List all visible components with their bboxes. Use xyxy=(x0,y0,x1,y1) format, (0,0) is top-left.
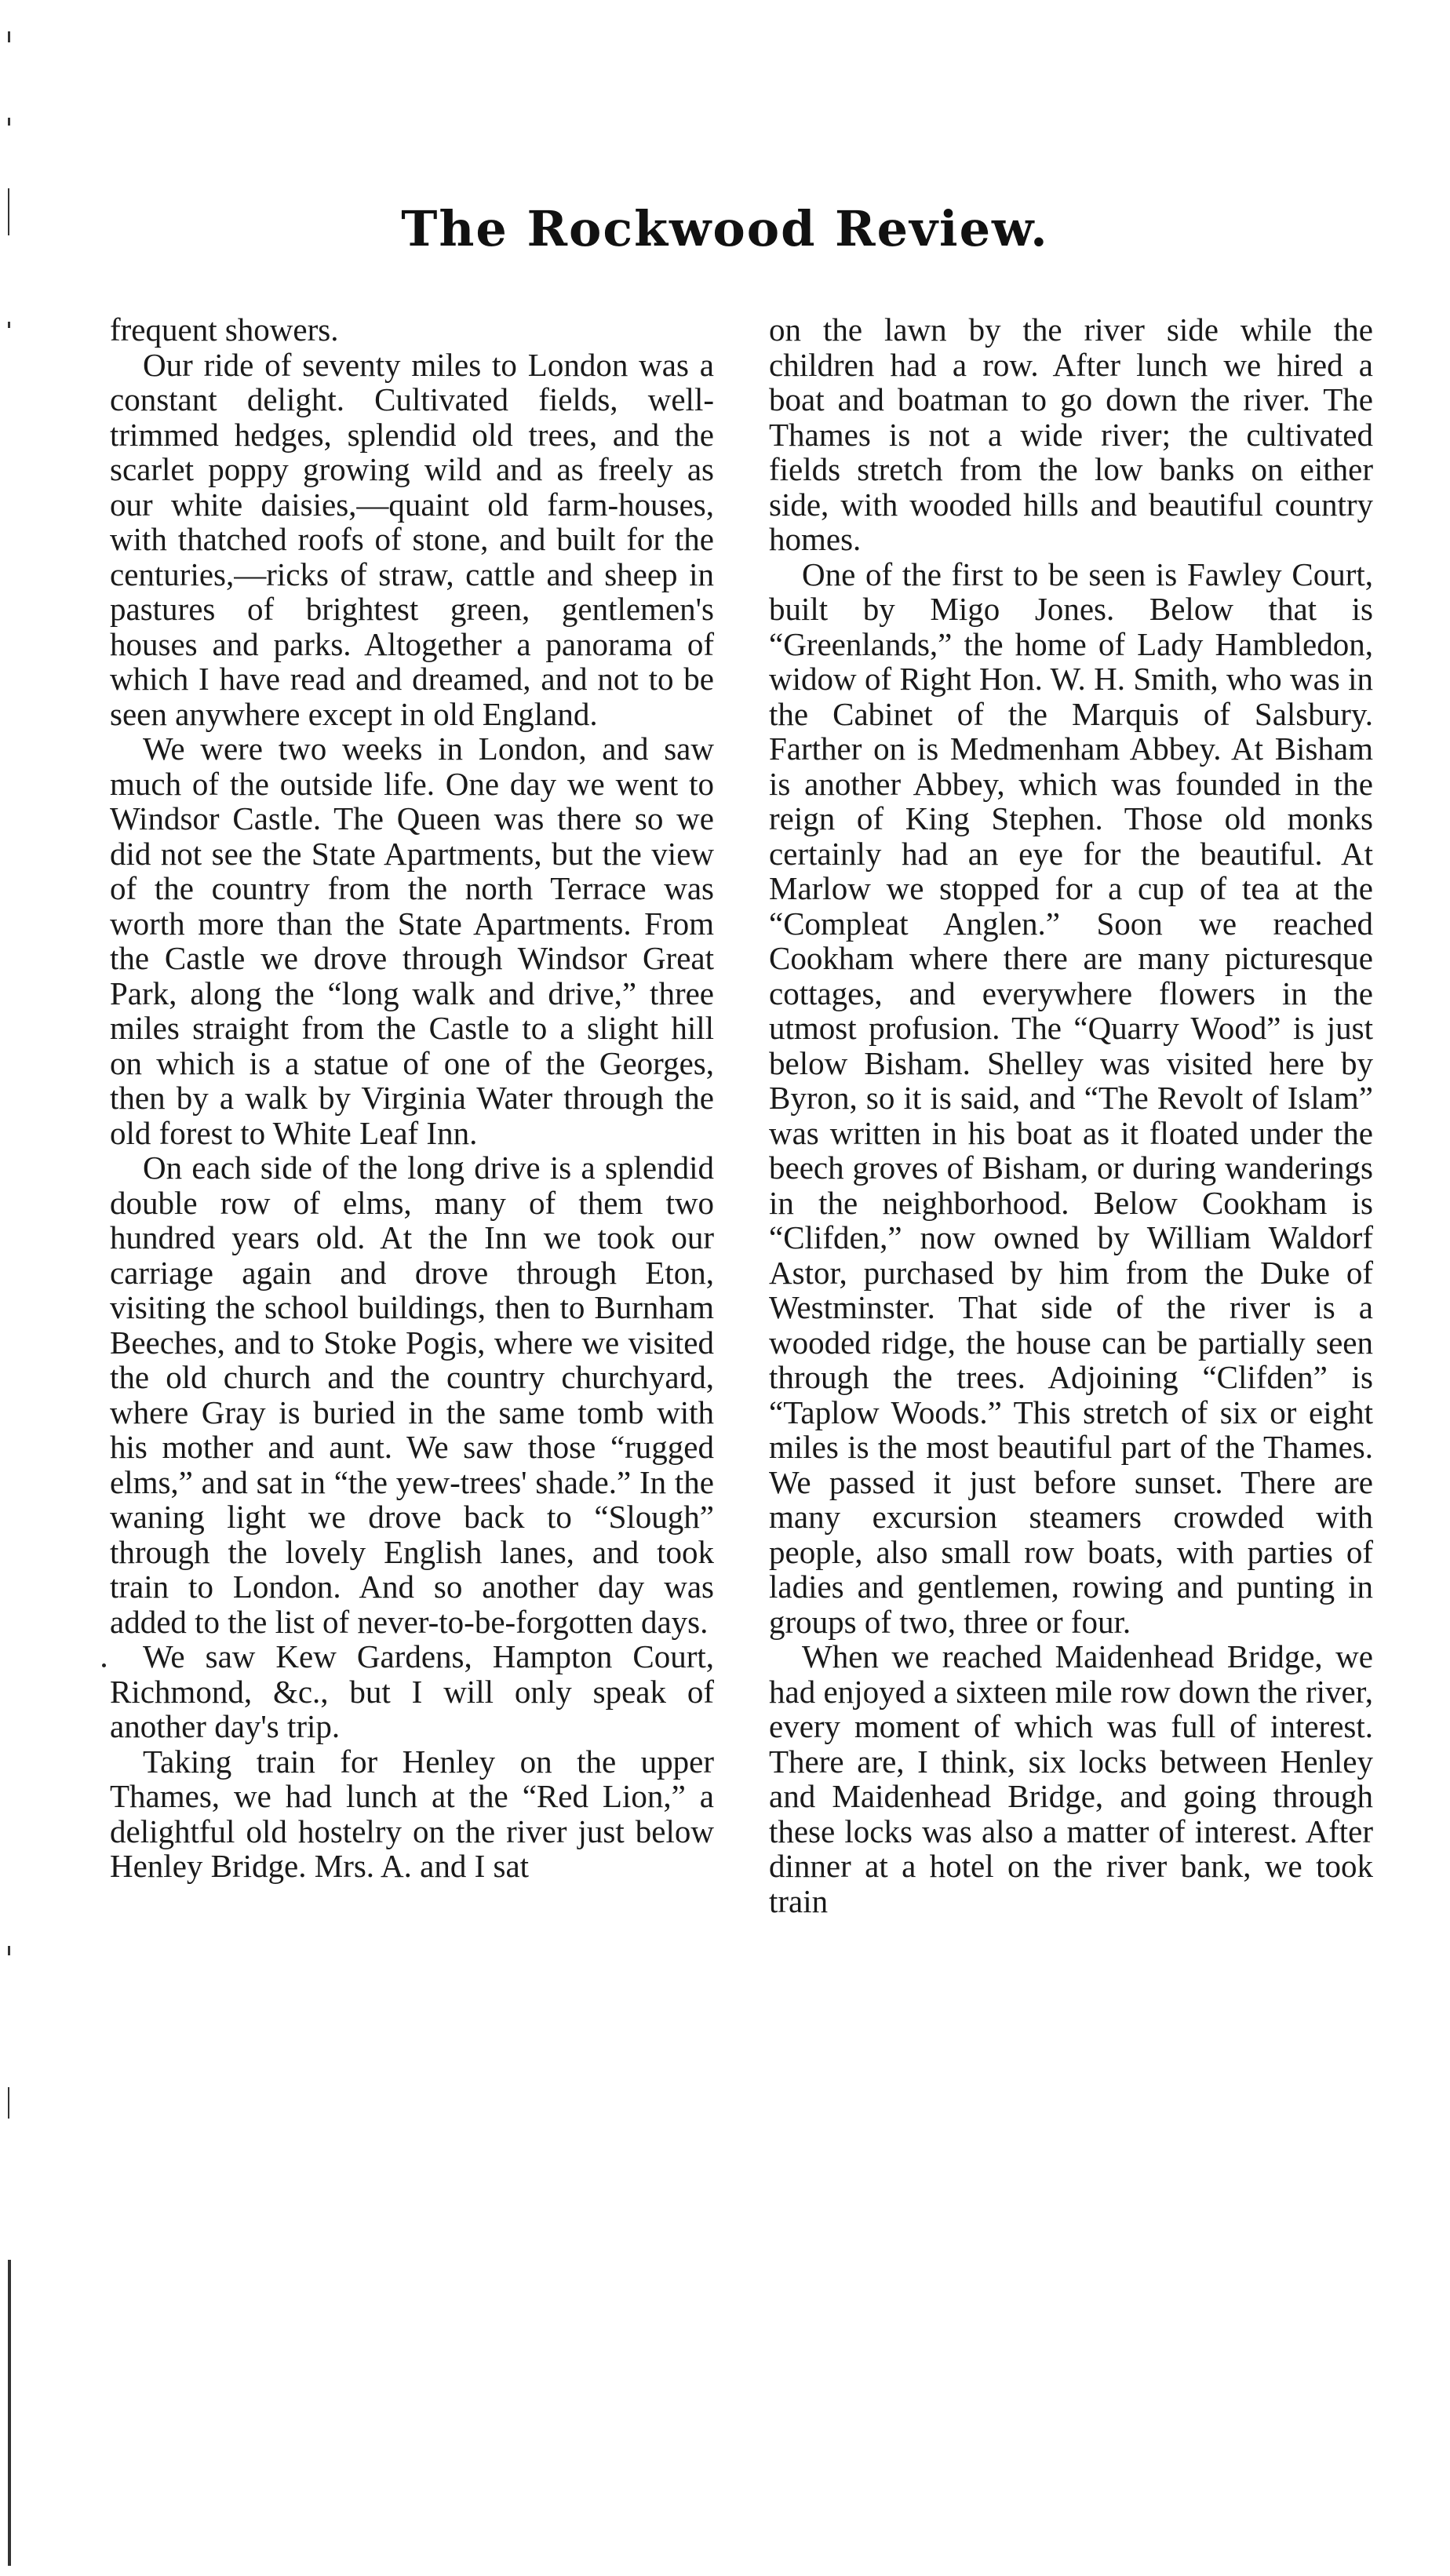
paragraph: One of the first to be seen is Fawley Court, built by Migo Jones. Below that is “Greenlands,” the home of Lady Hambledon, widow of Right Hon. W. H. Smith, who was in the Cabinet of the Marquis of Salsbury. Farther on is Medmenham Abbey. At Bisham is another Abbey, which was founded in the reign of King Stephen. Those old monks certainly had an eye for the beautiful. At Marlow we stopped for a cup of tea at the “Compleat Anglen.” Soon we reached Cookham where there are many picturesque cottages, and everywhere flowers in the utmost profusion. The “Quarry Wood” is just below Bisham. Shelley was visited here by Byron, so it is said, and “The Revolt of Islam” was written in his boat as it floated under the beech groves of Bisham, or during wanderings in the neighborhood. Below Cookham is “Clifden,” now owned by William Waldorf Astor, purchased by him from the Duke of Westminster. That side of the river is a wooded ridge, the house can be partially seen through the trees. Adjoining “Clifden” is “Taplow Woods.” This stretch of six or eight miles is the most beautiful part of the Thames. We passed it just before sunset. There are many excursion steamers crowded with people, also small row boats, with parties of ladies and gentlemen, rowing and punting in groups of two, three or four. xyxy=(769,556,1373,1640)
paragraph: We saw Kew Gardens, Hampton Court, Richmond, &c., but I will only speak of another day's trip. xyxy=(110,1638,714,1744)
paragraph: frequent showers. xyxy=(110,312,339,348)
scan-margin-mark xyxy=(8,1946,10,1955)
paragraph: Our ride of seventy miles to London was a constant delight. Cultivated fields, well-trimmed hedges, splendid old trees, and the scarlet poppy growing wild and as freely as our white daisies,—quaint old farm-houses, with thatched roofs of stone, and built for the centuries,—ricks of straw, cattle and sheep in pastures of brightest green, gentlemen's houses and parks. Altogether a panorama of which I have read and dreamed, and not to be seen anywhere except in old England. xyxy=(110,346,714,732)
scan-margin-mark xyxy=(8,2260,11,2566)
scan-margin-mark xyxy=(8,2087,9,2119)
paragraph: When we reached Maidenhead Bridge, we had enjoyed a sixteen mile row down the river, every moment of which was full of interest. There are, I think, six locks between Henley and Maidenhead Bridge, and going through these locks was also a matter of interest. After dinner at a hotel on the river bank, we took train xyxy=(769,1638,1373,1919)
paragraph: We were two weeks in London, and saw much of the outside life. One day we went to Windsor Castle. The Queen was there so we did not see the State Apartments, but the view of the country from the north Terrace was worth more than the State Apartments. From the Castle we drove through Windsor Great Park, along the “long walk and drive,” three miles straight from the Castle to a slight hill on which is a statue of one of the Georges, then by a walk by Virginia Water through the old forest to White Leaf Inn. xyxy=(110,731,714,1151)
paragraph: on the lawn by the river side while the children had a row. After lunch we hired a boat and boatman to go down the river. The Thames is not a wide river; the cultivated fields stretch from the low banks on either side, with wooded hills and beautiful country homes. xyxy=(769,312,1373,557)
scan-margin-mark xyxy=(8,31,10,42)
scan-speck xyxy=(102,1663,106,1667)
left-column xyxy=(110,312,714,1884)
scan-margin-mark xyxy=(8,118,10,126)
right-column xyxy=(769,312,1373,1918)
scan-margin-mark xyxy=(8,322,10,328)
page-title: The Rockwood Review. xyxy=(401,200,1049,257)
paragraph: On each side of the long drive is a splendid double row of elms, many of them two hundred years old. At the Inn we took our carriage again and drove through Eton, visiting the school buildings, then to Burnham Beeches, and to Stoke Pogis, where we visited the old church and the country churchyard, where Gray is buried in the same tomb with his mother and aunt. We saw those “rugged elms,” and sat in “the yew-trees' shade.” In the waning light we drove back to “Slough” through the lovely English lanes, and took train to London. And so another day was added to the list of never-to-be-forgotten days. xyxy=(110,1150,714,1640)
paragraph: Taking train for Henley on the upper Thames, we had lunch at the “Red Lion,” a delightful old hostelry on the river just below Henley Bridge. Mrs. A. and I sat xyxy=(110,1743,714,1884)
